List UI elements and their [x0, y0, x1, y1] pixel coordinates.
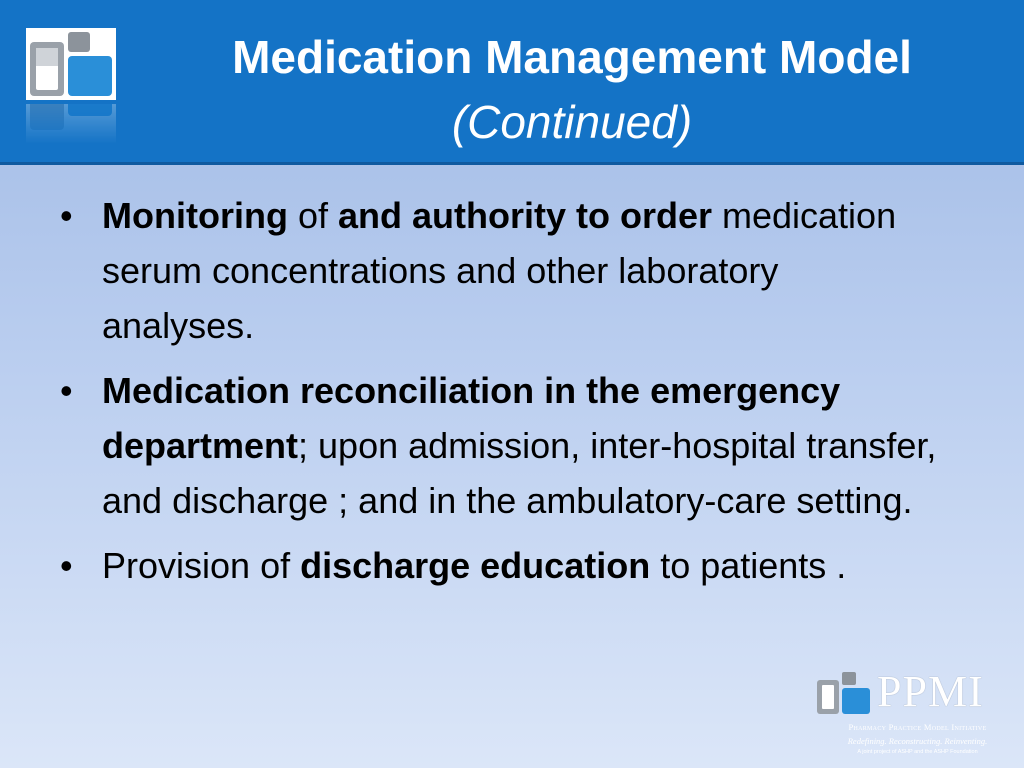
bullet-list [58, 188, 938, 603]
ppmi-tagline-1: Pharmacy Practice Model Initiative [848, 722, 987, 732]
bullet-text-bold: and authority to order [337, 195, 712, 236]
slide-subtitle: (Continued) [451, 96, 693, 148]
ppmi-footer-logo [815, 664, 1020, 764]
ppmi-wordmark: PPMI [877, 667, 984, 716]
ppmi-tagline-3: A joint project of ASHP and the ASHP Foundation [857, 749, 978, 755]
bullet-marker: • [60, 370, 73, 411]
bullet-marker: • [60, 545, 73, 586]
ppmi-tagline-2: Redefining. Reconstructing. Reinventing. [847, 736, 988, 746]
bullet-text-bold: discharge education [300, 545, 651, 586]
bullet-text: ; upon admission, inter-hospital transfer, and discharge ; and in the ambulatory-care setting. [102, 425, 937, 521]
bullet-text-bold: Medication reconciliation in the emergency department [102, 370, 841, 466]
bullet-text: of [287, 195, 338, 236]
bullet-item [58, 363, 938, 528]
logo-reflection [26, 104, 116, 144]
bullet-text: Provision of [102, 545, 301, 586]
bullet-text: to patients . [650, 545, 847, 586]
ppmi-logo-icon [26, 28, 116, 100]
bullet-marker: • [60, 195, 73, 236]
slide-title: Medication Management Model [232, 31, 912, 83]
bullet-text-bold: Monitoring [102, 195, 288, 236]
ppmi-logo-icon [815, 670, 873, 716]
bullet-item [58, 188, 938, 353]
bullet-text: medication serum concentrations and other laboratory analyses. [102, 195, 897, 346]
bullet-item [58, 538, 938, 593]
slide-header [0, 0, 1024, 165]
